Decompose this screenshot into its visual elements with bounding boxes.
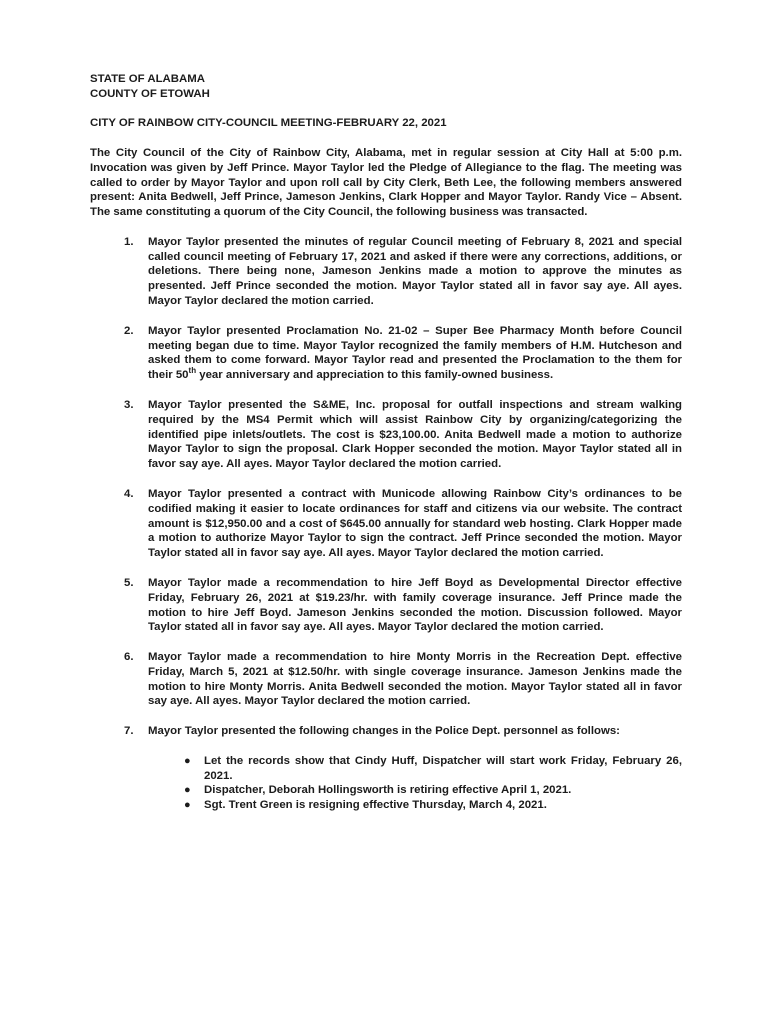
item-text: Mayor Taylor made a recommendation to hire Jeff Boyd as Developmental Director effective Friday, February 26, 2021 at $19.23/hr. with family coverage insurance. Jeff Prince made the motion to hire Jeff Boyd. Jameson Jenkins seconded the motion. Discussion followed. Mayor Taylor stated all in favor say aye. All ayes. Mayor Taylor declared the motion carried. — [148, 576, 682, 634]
bullet-icon: ● — [184, 799, 191, 812]
item-number: 4. — [124, 487, 134, 500]
item-text: Mayor Taylor made a recommendation to hire Monty Morris in the Recreation Dept. effective Friday, March 5, 2021 at $12.50/hr. with single coverage insurance. Jameson Jenkins made the motion to hire Monty Morris. Anita Bedwell seconded the motion. Mayor Taylor stated all in favor say aye. All ayes. Mayor Taylor declared the motion carried. — [148, 651, 682, 708]
list-item-text: Sgt. Trent Green is resigning effective Thursday, March 4, 2021. — [204, 799, 547, 812]
personnel-changes-list — [148, 754, 682, 813]
list-item — [148, 754, 682, 784]
list-item — [148, 798, 682, 813]
item-number: 5. — [124, 576, 134, 589]
item-text — [148, 324, 682, 383]
item-number: 6. — [124, 651, 134, 664]
agenda-item — [90, 487, 682, 561]
item-number: 1. — [124, 235, 134, 248]
ordinal-suffix: th — [188, 366, 197, 376]
agenda-item — [90, 650, 682, 709]
item-number: 2. — [124, 324, 134, 337]
item-number: 3. — [124, 398, 134, 411]
item-text: Mayor Taylor presented the minutes of regular Council meeting of February 8, 2021 and special called council meeting of February 17, 2021 and asked if there were any corrections, additions, or deletions. There being none, Jameson Jenkins made a motion to approve the minutes as presented. Jeff Prince seconded the motion. Mayor Taylor stated all in favor say aye. All ayes. Mayor Taylor declared the motion carried. — [148, 235, 682, 307]
state-heading: STATE OF ALABAMA — [90, 73, 205, 85]
item-number: 7. — [124, 725, 134, 738]
list-item — [148, 783, 682, 798]
bullet-icon: ● — [184, 754, 191, 767]
agenda-item — [90, 324, 682, 383]
document-page — [90, 72, 682, 828]
item-text-part: year anniversary and appreciation to this family-owned business. — [196, 369, 554, 382]
item-text: Mayor Taylor presented a contract with Municode allowing Rainbow City’s ordinances to be codified making it easier to locate ordinances for staff and citizens via our website. The contract amount is $12,950.00 and a cost of $645.00 annually for standard web hosting. Clark Hopper made a motion to authorize Mayor Taylor to sign the contract. Jeff Prince seconded the motion. Mayor Taylor stated all in favor say aye. All ayes. Mayor Taylor declared the motion carried. — [148, 487, 682, 560]
meeting-title: CITY OF RAINBOW CITY-COUNCIL MEETING-FEBRUARY 22, 2021 — [90, 117, 447, 130]
item-text: Mayor Taylor presented the S&ME, Inc. proposal for outfall inspections and stream walking required by the MS4 Permit which will assist Rainbow City by organizing/categorizing the identified pipe inlets/outlets. The cost is $23,100.00. Anita Bedwell made a motion to authorize Mayor Taylor to sign the proposal. Clark Hopper seconded the motion. Mayor Taylor stated all in favor say aye. All ayes. Mayor Taylor declared the motion carried. — [148, 398, 682, 471]
agenda-item — [90, 398, 682, 472]
bullet-icon: ● — [184, 784, 191, 797]
agenda-items-list — [90, 235, 682, 813]
agenda-item — [90, 576, 682, 635]
agenda-item — [90, 724, 682, 813]
item-text: Mayor Taylor presented the following changes in the Police Dept. personnel as follows: — [148, 725, 620, 738]
county-heading: COUNTY OF ETOWAH — [90, 87, 210, 100]
intro-paragraph: The City Council of the City of Rainbow City, Alabama, met in regular session at City Hall at 5:00 p.m. Invocation was given by Jeff Prince. Mayor Taylor led the Pledge of Allegiance to the flag. The meeting was called to order by Mayor Taylor and upon roll call by City Clerk, Beth Lee, the following members answered present: Anita Bedwell, Jeff Prince, Jameson Jenkins, Clark Hopper and Mayor Taylor. Randy Vice – Absent. The same constituting a quorum of the City Council, the following business was transacted. — [90, 146, 682, 219]
list-item-text: Dispatcher, Deborah Hollingsworth is retiring effective April 1, 2021. — [204, 784, 572, 797]
agenda-item — [90, 235, 682, 309]
item-text-part: Mayor Taylor presented Proclamation No. 21-02 – Super Bee Pharmacy Month before Council meeting began due to time. Mayor Taylor recognized the family members of H.M. Hutcheson and asked them to come forward. Mayor Taylor read and presented the Proclamation to the them for their 50 — [148, 324, 682, 382]
list-item-text: Let the records show that Cindy Huff, Dispatcher will start work Friday, February 26, 2021. — [204, 754, 682, 782]
